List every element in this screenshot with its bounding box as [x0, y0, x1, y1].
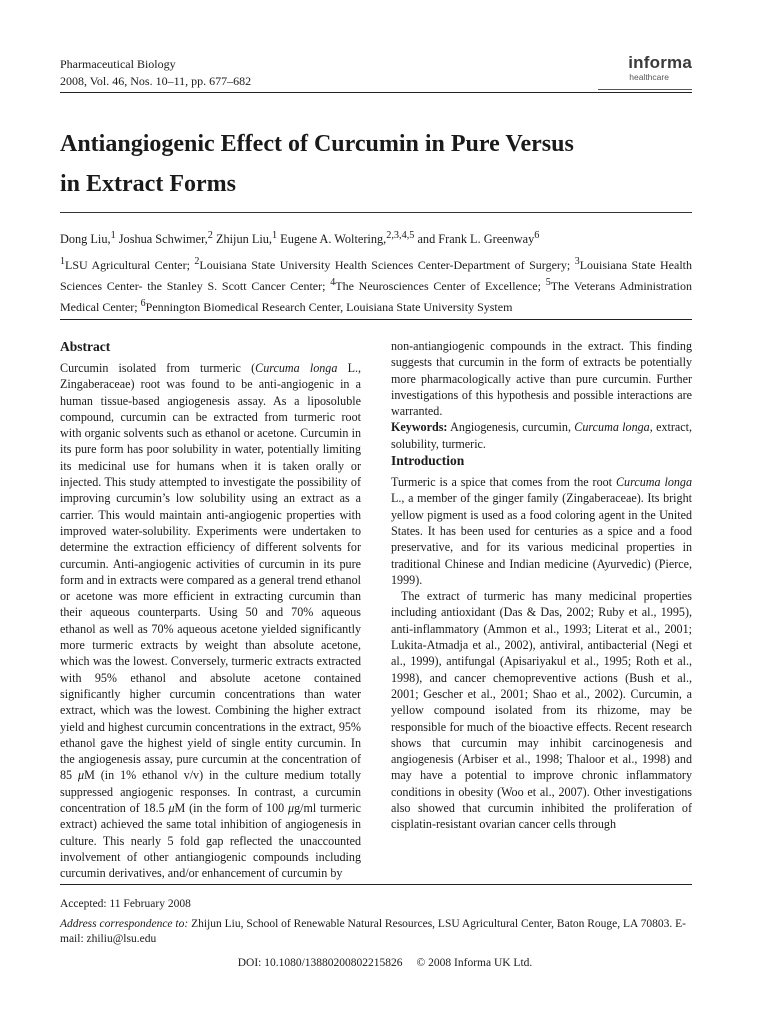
mu-symbol: μ [168, 801, 175, 816]
right-column [391, 338, 692, 833]
publisher-logo [628, 54, 692, 82]
intro-text: L., a member of the ginger family (Zingaberaceae). Its bright yellow pigment is used as a food coloring agent in the United States. It has been used for centuries as a spice and a food preservative, and for its various medicinal properties in traditional Chinese and Indian medicine (Ayurvedic) (Pierce, 1999). [391, 491, 692, 587]
abstract-species: Curcuma longa [255, 361, 338, 375]
correspondence-address [60, 917, 692, 947]
accepted-date: Accepted: 11 February 2008 [60, 898, 191, 910]
logo-underline [598, 89, 692, 90]
affiliation-rule [60, 319, 692, 320]
abstract-text: M (in 1% ethanol v/v) in the culture medium totally suppressed angiogenic responses. In contrast, a curcumin concentration of 18.5 [60, 768, 361, 816]
copyright: © 2008 Informa UK Ltd. [416, 957, 533, 969]
address-text: Zhijun Liu, School of Renewable Natural Resources, LSU Agricultural Center, Baton Rouge, LA 70803. E-mail: zhiliu@lsu.edu [60, 918, 686, 945]
keywords-label: Keywords: [391, 420, 448, 435]
author: Zhijun Liu, [212, 232, 272, 247]
affiliation: The Neurosciences Center of Excellence; [335, 279, 546, 293]
author: Eugene A. Woltering, [277, 232, 387, 247]
affiliation: Louisiana State Health Sciences Center- the Stanley S. Scott Cancer Center; [60, 258, 692, 293]
abstract-text: L., Zingaberaceae) root was found to be anti-angiogenic in a human tissue-based angiogenesis assay. As a liposoluble compound, curcumin can be extracted from turmeric root with organic solvents such as ethanol or acetone. Curcumin in its pure form has poor solubility in water, potentially limiting its medicinal use for humans when it is taken orally or injected. This study attempted to investigate the possibility of improving curcumin’s low solubility using an extract as a carrier. This would maintain anti-angiogenic properties with improved water-solubility. Experiments were undertaken to determine the extraction efficiency of different solvents for curcumin. Anti-angiogenic activities of curcumin in its pure form and in extracts were compared as a general trend ethanol or acetone was more efficient in extracting curcumin than their aqueous counterparts. Using 50 and 70% aqueous ethanol as well as 70% aqueous acetone yielded significantly more turmeric extracts by weight than absolute acetone, which was the lowest. Conversely, turmeric extracts extracted with 95% ethanol and absolute acetone contained significantly higher curcumin concentrations than water extract, which was the lowest. Combining the higher extract yield and highest curcumin concentrations in the extract, 95% ethanol gave the highest yield of single entity curcumin. In the angiogenesis assay, pure curcumin at the concentration of 85 [60, 361, 361, 783]
journal-name: Pharmaceutical Biology [60, 57, 176, 71]
abstract-text: Curcumin isolated from turmeric ( [60, 361, 256, 375]
author: Dong Liu, [60, 232, 111, 247]
title-rule [60, 212, 692, 213]
keywords-text: Angiogenesis, curcumin, [447, 420, 575, 435]
left-column [60, 338, 361, 882]
footer-rule [60, 884, 692, 885]
author-affil-marker: 2,3,4,5 [386, 230, 415, 241]
abstract-paragraph [60, 360, 361, 882]
mu-symbol: μ [78, 768, 85, 783]
doi: DOI: 10.1080/13880200802215826 [237, 957, 403, 969]
affil-marker: 1 [60, 256, 65, 267]
abstract-text: g/ml turmeric extract) achieved the same total inhibition of angiogenesis in culture. This nearly 5 fold gap reflected the unaccounted involvement of other antiangiogenic compounds including curcumin derivatives, and/or enhancement of curcumin by [60, 801, 361, 881]
author: and Frank L. Greenway [414, 232, 535, 247]
header-rule [60, 92, 692, 93]
author-affil-marker: 2 [207, 230, 213, 241]
affiliation: Louisiana State University Health Sciences Center-Department of Surgery; [199, 258, 575, 272]
abstract-heading: Abstract [60, 339, 111, 354]
publisher-name: informa [628, 53, 692, 72]
author-affil-marker: 1 [110, 230, 116, 241]
journal-header [60, 56, 251, 90]
affiliation: The Veterans Administration Medical Center; [60, 279, 692, 314]
abstract-text: M (in the form of 100 [174, 801, 288, 816]
introduction-paragraph [391, 474, 692, 588]
intro-text: Turmeric is a spice that comes from the root [391, 475, 616, 490]
affiliation: Pennington Biomedical Research Center, Louisiana State University System [145, 300, 513, 314]
affiliation: LSU Agricultural Center; [65, 258, 195, 272]
intro-species: Curcuma longa [615, 475, 693, 490]
author-affil-marker: 1 [271, 230, 278, 241]
affil-marker: 4 [330, 277, 336, 288]
doi-line [0, 956, 770, 971]
abstract-continuation: non-antiangiogenic compounds in the extract. This finding suggests that curcumin in the form of extracts be potentially more pharmacologically active than pure curcumin. Further investigations of this hypothesis and possible interactions are warranted. [391, 339, 692, 419]
keywords-species: Curcuma longa [574, 420, 650, 435]
author: Joshua Schwimer, [115, 232, 208, 247]
publisher-subname: healthcare [629, 72, 669, 82]
mu-symbol: μ [287, 801, 295, 816]
keywords [391, 419, 692, 452]
affil-marker: 6 [140, 298, 146, 309]
title-line-1: Antiangiogenic Effect of Curcumin in Pure Versus [60, 131, 574, 157]
journal-citation: 2008, Vol. 46, Nos. 10–11, pp. 677–682 [60, 74, 252, 88]
affiliations [60, 253, 692, 316]
author-list [60, 227, 700, 248]
author-affil-marker: 6 [534, 230, 540, 241]
keywords-text: , extract, solubility, turmeric. [391, 420, 692, 451]
address-label: Address correspondence to: [60, 918, 189, 930]
introduction-heading: Introduction [391, 453, 465, 469]
affil-marker: 2 [194, 256, 200, 267]
affil-marker: 3 [574, 256, 580, 267]
introduction-paragraph: The extract of turmeric has many medicinal properties including antioxidant (Das & Das, 2002; Ruby et al., 1995), anti-inflammatory (Ammon et al., 1993; Literat et al., 2001; Lukita-Atmadja et al., 2002), antiviral, antibacterial (Negi et al., 1999), antifungal (Apisariyakul et al., 1995; Roth et al., 1998), and cancer chemopreventive actions (Bush et al., 2001; Gescher et al., 2001; Shao et al., 2002). Curcumin, a yellow compound isolated from its rhizome, may be responsible for much of the bioactive effects. Recent research shows that curcumin may inhibit carcinogenesis and angiogenesis (Arbiser et al., 1998; Thaloor et al., 1998) and may have a potential to improve chronic inflammatory conditions in obesity (Woo et al., 2007). Other investigations also showed that curcumin inhibited the proliferation of cisplatin-resistant ovarian cancer cells through [391, 589, 692, 832]
affil-marker: 5 [545, 277, 551, 288]
title-line-2: in Extract Forms [60, 171, 236, 197]
article-title [60, 124, 700, 204]
